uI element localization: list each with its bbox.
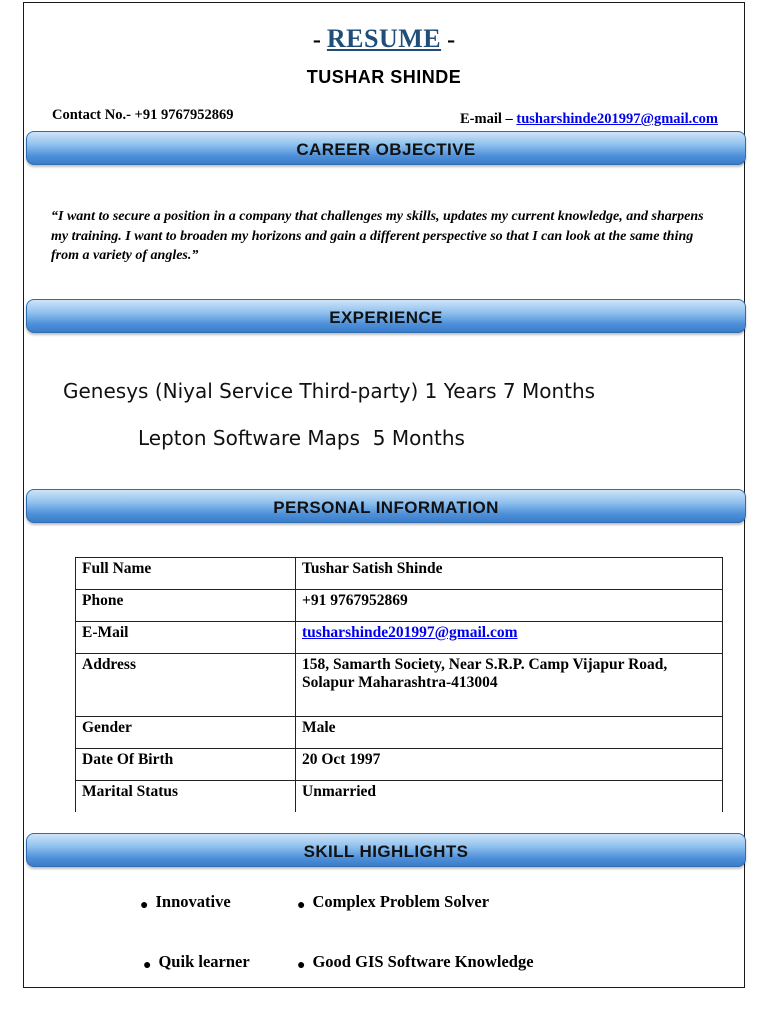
table-row	[76, 590, 723, 622]
info-label: Date Of Birth	[76, 749, 296, 781]
bullet-icon: ●	[297, 898, 306, 913]
info-label: Phone	[76, 590, 296, 622]
info-value: Unmarried	[296, 781, 723, 813]
info-label: Address	[76, 654, 296, 717]
info-label: Gender	[76, 717, 296, 749]
personal-info-header	[26, 489, 746, 523]
personal-info-table	[75, 557, 723, 812]
experience-item: Lepton Software Maps 5 Months	[138, 426, 465, 450]
info-value: Tushar Satish Shinde	[296, 558, 723, 590]
skill-label: Quik learner	[158, 952, 250, 971]
email-link[interactable]: tusharshinde201997@gmail.com	[516, 111, 718, 127]
career-objective-text: “I want to secure a position in a company that challenges my skills, updates my current knowledge, and sharpens my training. I want to broaden my horizons and gain a different perspective so that I can look at the same thing from a variety of angles.”	[51, 209, 704, 263]
skill-item	[140, 892, 231, 912]
email-label: E-mail –	[460, 111, 513, 127]
bullet-icon: ●	[143, 958, 152, 973]
bullet-icon: ●	[297, 958, 306, 973]
skill-highlights-title: SKILL HIGHLIGHTS	[303, 842, 469, 861]
info-value: 158, Samarth Society, Near S.R.P. Camp Vijapur Road, Solapur Maharashtra-413004	[296, 654, 723, 717]
info-label: Full Name	[76, 558, 296, 590]
table-row	[76, 622, 723, 654]
table-row	[76, 717, 723, 749]
skill-item	[297, 952, 534, 972]
skill-label: Complex Problem Solver	[312, 892, 490, 911]
experience-header	[26, 299, 746, 333]
experience-title: EXPERIENCE	[329, 308, 443, 327]
table-row	[76, 749, 723, 781]
contact-number: Contact No.- +91 9767952869	[52, 107, 234, 123]
skill-item	[143, 952, 250, 972]
info-value: Male	[296, 717, 723, 749]
personal-info-title: PERSONAL INFORMATION	[273, 498, 499, 517]
email-link[interactable]: tusharshinde201997@gmail.com	[302, 624, 518, 641]
info-label: Marital Status	[76, 781, 296, 813]
bullet-icon: ●	[140, 898, 149, 913]
career-objective-header	[26, 131, 746, 165]
resume-page	[23, 2, 745, 988]
table-row	[76, 654, 723, 717]
resume-title	[24, 24, 744, 54]
title-dash-right: -	[447, 27, 456, 53]
resume-heading: RESUME	[326, 24, 442, 53]
email-line	[460, 111, 718, 128]
skill-label: Good GIS Software Knowledge	[312, 952, 534, 971]
candidate-name: TUSHAR SHINDE	[306, 67, 462, 87]
info-value: +91 9767952869	[296, 590, 723, 622]
info-value	[296, 622, 723, 654]
career-objective-title: CAREER OBJECTIVE	[296, 140, 476, 159]
table-row	[76, 781, 723, 813]
skill-highlights-header	[26, 833, 746, 867]
title-dash-left: -	[312, 27, 321, 53]
skill-label: Innovative	[155, 892, 231, 911]
info-value: 20 Oct 1997	[296, 749, 723, 781]
table-row	[76, 558, 723, 590]
info-label: E-Mail	[76, 622, 296, 654]
skill-item	[297, 892, 489, 912]
experience-item: Genesys (Niyal Service Third-party) 1 Years 7 Months	[63, 379, 596, 403]
